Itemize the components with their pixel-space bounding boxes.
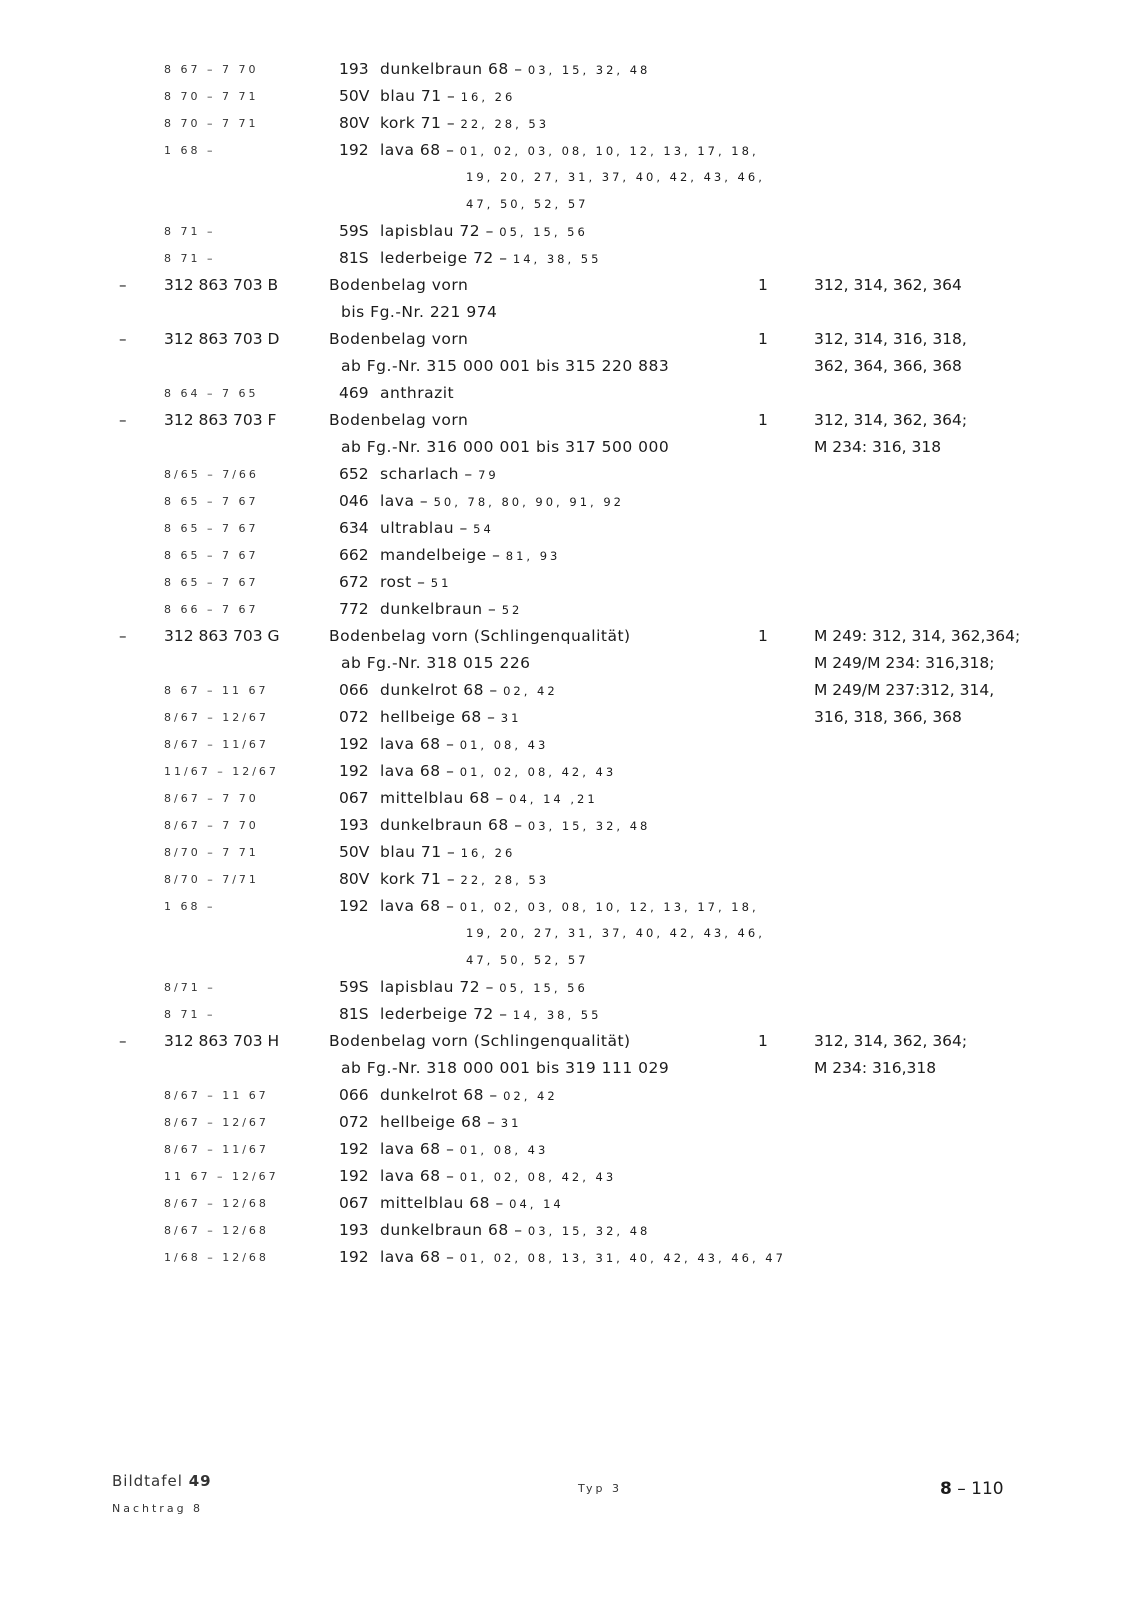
separator-dash: – [508,60,528,78]
variant-row [0,866,1141,893]
color-name: anthrazit [380,384,455,402]
part-description: Bodenbelag vorn (Schlingenqualität) [329,1032,631,1050]
date-range: 8/67 – 12/67 [164,711,269,724]
color-name: kork 71 [380,870,442,888]
date-range: 8/67 – 12/68 [164,1197,269,1210]
date-range: 8/65 – 7/66 [164,468,259,481]
color-code: 81S [339,1005,369,1023]
color-entry [380,596,522,624]
separator-dash: – [414,492,434,510]
date-range: 8/67 – 11 67 [164,1089,269,1102]
color-code: 046 [339,492,369,510]
color-entry [380,83,515,111]
serial-range: ab Fg.-Nr. 316 000 001 bis 317 500 000 [341,438,670,456]
part-row [0,326,1141,353]
variant-row [0,515,1141,542]
variant-row [0,218,1141,245]
quantity: 1 [758,330,768,348]
variant-row [0,731,1141,758]
color-name: kork 71 [380,114,442,132]
date-range: 8/67 – 11/67 [164,1143,269,1156]
date-range: 8/67 – 7 70 [164,819,259,832]
date-range: 8/70 – 7 71 [164,846,259,859]
separator-dash: – [486,546,506,564]
color-entry [380,110,549,138]
color-numbers: 03, 15, 32, 48 [527,819,651,833]
date-range: 8/67 – 11/67 [164,738,269,751]
color-entry [380,758,616,786]
color-numbers-continued: 47, 50, 52, 57 [466,197,589,211]
quantity: 1 [758,411,768,429]
color-entry [380,488,624,516]
model-list: M 249/M 234: 316,318; [814,654,995,672]
variant-row [0,110,1141,137]
variant-row [0,56,1141,83]
color-code: 192 [339,735,369,753]
color-name: lederbeige 72 [380,249,494,267]
color-entry [380,1136,548,1164]
color-name: lapisblau 72 [380,978,481,996]
separator-dash: – [493,249,513,267]
part-description: Bodenbelag vorn [329,276,469,294]
color-entry [380,1244,786,1272]
separator-dash: – [490,1194,510,1212]
date-range: 8 70 – 7 71 [164,117,259,130]
color-entry [380,785,598,813]
date-range: 8 67 – 11 67 [164,684,269,697]
separator-dash: – [441,87,461,105]
bildtafel-label: Bildtafel 49 [112,1472,212,1490]
separator-dash: – [440,762,460,780]
separator-dash: – [493,1005,513,1023]
separator-dash: – [440,897,460,915]
date-range: 8 67 – 7 70 [164,63,259,76]
color-code: 072 [339,708,369,726]
color-numbers-continued: 19, 20, 27, 31, 37, 40, 42, 43, 46, [466,170,765,184]
color-name: blau 71 [380,843,442,861]
separator-dash: – [454,519,474,537]
color-code: 193 [339,816,369,834]
color-name: lava 68 [380,762,441,780]
model-list: 316, 318, 366, 368 [814,708,962,726]
color-numbers: 14, 38, 55 [512,1008,602,1022]
color-numbers-continued: 47, 50, 52, 57 [466,953,589,967]
continuation-row [0,353,1141,380]
color-code: 469 [339,384,369,402]
date-range: 8/67 – 12/68 [164,1224,269,1237]
color-entry [380,1217,650,1245]
separator-dash: – [508,1221,528,1239]
variant-row [0,488,1141,515]
color-name: dunkelrot 68 [380,1086,484,1104]
separator-dash: – [440,1248,460,1266]
continuation-row [0,299,1141,326]
color-code: 772 [339,600,369,618]
color-numbers: 52 [501,603,523,617]
date-range: 8 64 – 7 65 [164,387,259,400]
date-range: 8 65 – 7 67 [164,549,259,562]
date-range: 8 71 – [164,1008,216,1021]
date-range: 11 67 – 12/67 [164,1170,279,1183]
quantity: 1 [758,276,768,294]
quantity: 1 [758,627,768,645]
color-numbers: 50, 78, 80, 90, 91, 92 [433,495,624,509]
separator-dash: – [490,789,510,807]
continuation-row [0,920,1141,947]
variant-row [0,704,1141,731]
separator-dash: – [441,843,461,861]
date-range: 8 71 – [164,225,216,238]
color-numbers: 05, 15, 56 [499,981,588,995]
part-number: 312 863 703 H [164,1032,280,1050]
variant-row [0,1163,1141,1190]
date-range: 8/67 – 7 70 [164,792,259,805]
part-number: 312 863 703 B [164,276,279,294]
color-name: lava 68 [380,735,441,753]
separator-dash: – [481,708,501,726]
color-numbers: 04, 14 [509,1197,564,1211]
model-list: 362, 364, 366, 368 [814,357,962,375]
model-list: 312, 314, 316, 318, [814,330,967,348]
variant-row [0,1001,1141,1028]
typ-label: Typ 3 [578,1482,622,1495]
color-code: 192 [339,141,369,159]
part-number: 312 863 703 D [164,330,280,348]
row-dash: – [119,1032,127,1050]
color-code: 192 [339,1248,369,1266]
color-entry [380,218,588,246]
color-entry [380,839,515,867]
color-code: 192 [339,897,369,915]
part-number: 312 863 703 G [164,627,280,645]
color-numbers: 01, 02, 08, 42, 43 [459,1170,617,1184]
color-entry [380,569,451,597]
color-code: 193 [339,60,369,78]
continuation-row [0,164,1141,191]
continuation-row [0,434,1141,461]
variant-row [0,1244,1141,1271]
color-entry [380,542,560,570]
row-dash: – [119,627,127,645]
color-code: 066 [339,681,369,699]
color-name: lava 68 [380,1248,441,1266]
color-name: mittelblau 68 [380,789,491,807]
color-numbers: 01, 02, 03, 08, 10, 12, 13, 17, 18, [459,144,759,158]
color-entry [380,1190,564,1218]
variant-row [0,1217,1141,1244]
color-entry [380,677,558,705]
color-entry [380,137,759,165]
color-numbers: 16, 26 [460,90,516,104]
color-code: 50V [339,843,370,861]
variant-row [0,245,1141,272]
continuation-row [0,1055,1141,1082]
variant-row [0,380,1141,407]
color-numbers: 81, 93 [505,549,561,563]
color-numbers: 05, 15, 56 [499,225,588,239]
color-numbers: 79 [478,468,499,482]
part-description: Bodenbelag vorn (Schlingenqualität) [329,627,631,645]
part-description: Bodenbelag vorn [329,411,469,429]
color-numbers: 02, 42 [503,684,558,698]
color-code: 672 [339,573,369,591]
color-entry [380,812,650,840]
date-range: 8 65 – 7 67 [164,576,259,589]
model-list: 312, 314, 362, 364; [814,1032,968,1050]
color-code: 192 [339,1167,369,1185]
separator-dash: – [440,1167,460,1185]
color-name: lava 68 [380,897,441,915]
part-row [0,272,1141,299]
date-range: 8 70 – 7 71 [164,90,259,103]
page-number: 8 – 110 [940,1479,1004,1499]
variant-row [0,812,1141,839]
variant-row [0,1109,1141,1136]
color-code: 80V [339,114,370,132]
color-name: dunkelrot 68 [380,681,484,699]
continuation-row [0,191,1141,218]
continuation-row [0,650,1141,677]
color-entry [380,1082,558,1110]
color-entry [380,515,494,543]
color-entry [380,1109,521,1137]
color-numbers: 01, 02, 03, 08, 10, 12, 13, 17, 18, [459,900,759,914]
color-name: hellbeige 68 [380,708,482,726]
color-numbers: 51 [430,576,452,590]
variant-row [0,1136,1141,1163]
date-range: 1 68 – [164,144,216,157]
date-range: 8 65 – 7 67 [164,522,259,535]
serial-range: ab Fg.-Nr. 315 000 001 bis 315 220 883 [341,357,670,375]
date-range: 11/67 – 12/67 [164,765,279,778]
date-range: 8 71 – [164,252,216,265]
model-list: M 234: 316, 318 [814,438,942,456]
continuation-row [0,947,1141,974]
color-name: rost [380,573,412,591]
separator-dash: – [481,1113,501,1131]
color-numbers: 01, 08, 43 [459,1143,549,1157]
color-numbers: 03, 15, 32, 48 [527,1224,651,1238]
variant-row [0,677,1141,704]
quantity: 1 [758,1032,768,1050]
color-entry [380,245,601,273]
separator-dash: – [440,141,460,159]
part-number: 312 863 703 F [164,411,277,429]
variant-row [0,1190,1141,1217]
color-numbers: 22, 28, 53 [460,117,550,131]
color-name: lava [380,492,415,510]
variant-row [0,83,1141,110]
separator-dash: – [508,816,528,834]
color-numbers: 16, 26 [460,846,516,860]
variant-row [0,461,1141,488]
color-entry [380,1163,616,1191]
color-name: lava 68 [380,1140,441,1158]
date-range: 1 68 – [164,900,216,913]
separator-dash: – [441,114,461,132]
color-code: 072 [339,1113,369,1131]
variant-row [0,893,1141,920]
separator-dash: – [484,1086,504,1104]
variant-row [0,974,1141,1001]
model-list: M 249/M 237:312, 314, [814,681,995,699]
color-entry [380,974,588,1002]
color-code: 067 [339,789,369,807]
color-name: lava 68 [380,141,441,159]
color-name: hellbeige 68 [380,1113,482,1131]
separator-dash: – [484,681,504,699]
nachtrag-label: Nachtrag 8 [112,1502,204,1515]
color-numbers: 01, 02, 08, 13, 31, 40, 42, 43, 46, 47 [459,1251,786,1265]
date-range: 8/71 – [164,981,216,994]
color-numbers: 31 [500,1116,522,1130]
model-list: 312, 314, 362, 364 [814,276,962,294]
color-name: ultrablau [380,519,455,537]
serial-range: ab Fg.-Nr. 318 015 226 [341,654,531,672]
color-name: mandelbeige [380,546,487,564]
color-entry [380,866,549,894]
color-numbers: 14, 38, 55 [512,252,602,266]
separator-dash: – [440,1140,460,1158]
color-name: lava 68 [380,1167,441,1185]
part-description: Bodenbelag vorn [329,330,469,348]
separator-dash: – [411,573,431,591]
separator-dash: – [482,600,502,618]
color-code: 192 [339,762,369,780]
model-list: M 249: 312, 314, 362,364; [814,627,1021,645]
model-list: 312, 314, 362, 364; [814,411,968,429]
color-name: dunkelbraun [380,600,483,618]
color-code: 662 [339,546,369,564]
color-numbers-continued: 19, 20, 27, 31, 37, 40, 42, 43, 46, [466,926,765,940]
color-numbers: 02, 42 [503,1089,558,1103]
color-code: 652 [339,465,369,483]
color-name: dunkelbraun 68 [380,60,509,78]
serial-range: bis Fg.-Nr. 221 974 [341,303,498,321]
variant-row [0,1082,1141,1109]
color-entry [380,1001,601,1029]
color-code: 634 [339,519,369,537]
row-dash: – [119,330,127,348]
date-range: 8/70 – 7/71 [164,873,259,886]
separator-dash: – [440,735,460,753]
color-code: 80V [339,870,370,888]
row-dash: – [119,276,127,294]
color-numbers: 04, 14 ,21 [509,792,598,806]
serial-range: ab Fg.-Nr. 318 000 001 bis 319 111 029 [341,1059,670,1077]
color-name: lapisblau 72 [380,222,481,240]
color-name: scharlach [380,465,459,483]
date-range: 8/67 – 12/67 [164,1116,269,1129]
variant-row [0,596,1141,623]
color-entry [380,704,521,732]
separator-dash: – [441,870,461,888]
color-entry [380,380,454,407]
color-numbers: 54 [473,522,494,536]
color-code: 067 [339,1194,369,1212]
color-name: lederbeige 72 [380,1005,494,1023]
part-row [0,407,1141,434]
color-code: 50V [339,87,370,105]
variant-row [0,569,1141,596]
date-range: 1/68 – 12/68 [164,1251,269,1264]
color-code: 81S [339,249,369,267]
color-name: dunkelbraun 68 [380,816,509,834]
bildtafel-number: 49 [188,1472,212,1490]
color-numbers: 31 [500,711,522,725]
color-code: 192 [339,1140,369,1158]
separator-dash: – [480,978,500,996]
color-numbers: 03, 15, 32, 48 [527,63,651,77]
variant-row [0,839,1141,866]
color-entry [380,461,499,489]
color-code: 193 [339,1221,369,1239]
color-numbers: 01, 02, 08, 42, 43 [459,765,617,779]
color-name: mittelblau 68 [380,1194,491,1212]
color-entry [380,893,759,921]
color-code: 066 [339,1086,369,1104]
color-name: blau 71 [380,87,442,105]
date-range: 8 66 – 7 67 [164,603,259,616]
variant-row [0,758,1141,785]
variant-row [0,785,1141,812]
row-dash: – [119,411,127,429]
color-code: 59S [339,222,369,240]
model-list: M 234: 316,318 [814,1059,937,1077]
color-entry [380,731,548,759]
color-numbers: 22, 28, 53 [460,873,550,887]
variant-row [0,542,1141,569]
color-code: 59S [339,978,369,996]
color-entry [380,56,650,84]
part-row [0,623,1141,650]
part-row [0,1028,1141,1055]
color-name: dunkelbraun 68 [380,1221,509,1239]
separator-dash: – [458,465,479,483]
color-numbers: 01, 08, 43 [459,738,549,752]
separator-dash: – [480,222,500,240]
date-range: 8 65 – 7 67 [164,495,259,508]
variant-row [0,137,1141,164]
